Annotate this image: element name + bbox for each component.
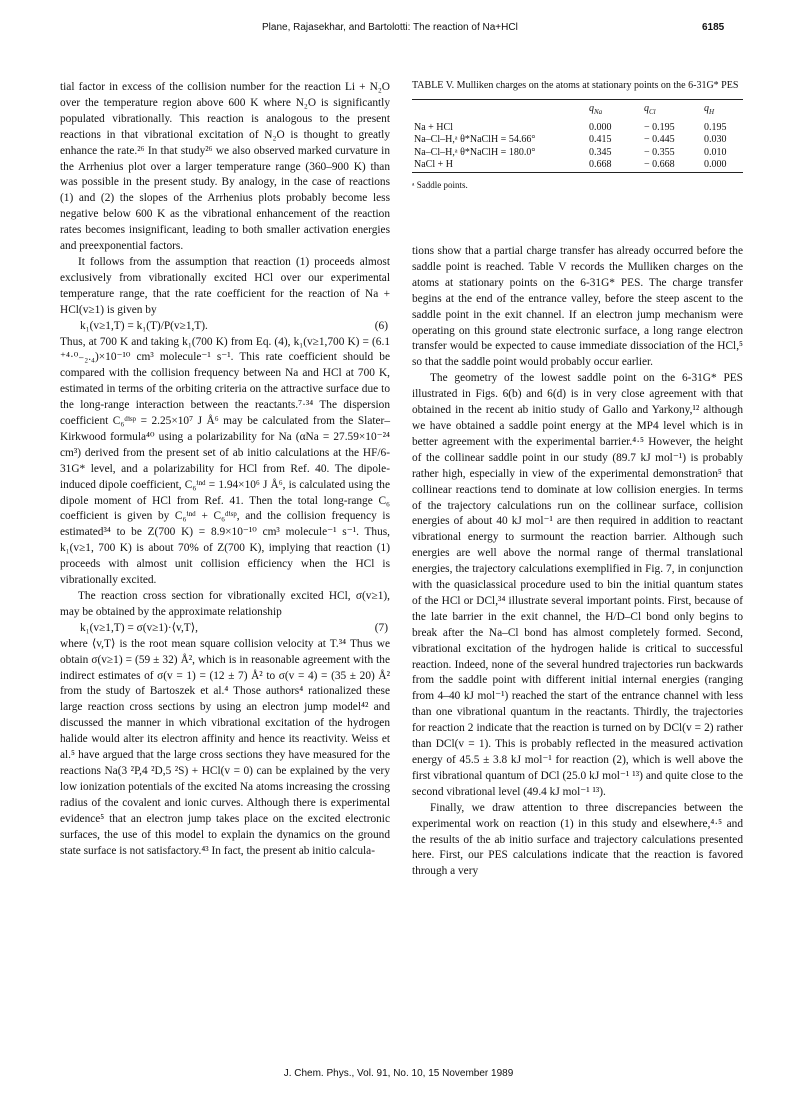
equation-text: k₁(v≥1,T) = σ(v≥1)·⟨v,T⟩, [80,621,198,634]
body-paragraph: tions show that a partial charge transfer has already occurred before the saddle point is reached. Table V records the Mulliken charges on the atoms at stationary points on the 6-31G* PES. The charge transfer begins at the end of the entrance valley, before the steep ascent to the saddle point in the exit channel. If an electron jump mechanism were operating on this ground state electronic surface, a long range electron transfer would be expected to cause immediate dissociation of the HCl,⁵ so that the saddle point would probably occur earlier. [412,245,743,369]
table-row [412,147,743,160]
table-cell: − 0.668 [644,159,675,171]
table-body [412,100,743,172]
table-cell: − 0.195 [644,121,675,133]
table-cell: 0.000 [704,159,727,171]
equation-number: (6) [374,319,388,332]
body-paragraph: Thus, at 700 K and taking k₁(700 K) from Eq. (4), k₁(v≥1,700 K) = (6.1 ⁺⁴·⁰₋₂.₄)×10⁻¹⁰ cm³ molecule⁻¹ s⁻¹. This rate coefficient should be compared with the collision frequency between Na and HCl at 700 K, estimated in terms of the orbiting criteria on the attractive surface due to the long-range interaction between the reactants.⁷·³⁴ The dispersion coefficient C₆ᵈⁱˢᵖ = 2.25×10⁷ J Å⁶ may be calculated from the Slater–Kirkwood formula⁴⁰ using a polarizability for Na (αNa = 27.59×10⁻²⁴ cm³) derived from the present set of ab initio calculations at the HF/6-31G* level, and a polarizability for HCl from Ref. 40. The dipole-induced dipole coefficient, C₆ⁱⁿᵈ = 1.94×10⁶ J Å⁶, is calculated using the dipole moment of HCl from Ref. 41. Then the total long-range C₆ coefficient is given by C₆ⁱⁿᵈ + C₆ᵈⁱˢᵖ, and the collision frequency is estimated³⁴ to be Z(700 K) = 8.9×10⁻¹⁰ cm³ molecule⁻¹ s⁻¹. Thus, k₁(v≥1, 700 K) is about 70% of Z(700 K), implying that reaction (1) proceeds with almost unit collision efficiency when the HCl is vibrationally excited. [60,335,390,587]
table-cell: 0.010 [704,146,727,158]
table-bottom-rule [412,172,743,173]
table-cell: Na + HCl [414,121,453,133]
running-header [0,22,797,38]
left-column [60,80,390,859]
journal-citation: J. Chem. Phys., Vol. 91, No. 10, 15 November 1989 [283,1068,514,1079]
table-row [412,122,743,135]
body-paragraph: The geometry of the lowest saddle point on the 6-31G* PES illustrated in Figs. 6(b) and 6(d) is in very close agreement with that obtained in the recent ab initio study of Gallo and Yarkony,¹² although we have obtained a saddle point energy at the MP4 level which is in better agreement with the experimental barrier.⁴·⁵ However, the height of the collinear saddle point in our study (89.7 kJ mol⁻¹) is probably rather high, especially in view of the experimental demonstration⁵ that collinear reactions tend to dominate at low collision energies. In terms of the trajectory calculations run on the collinear surface, collision energies of about 40 kJ mol⁻¹ are then required in addition to reactant vibrational energy to surmount the reaction barrier. Although such energies are well above the normal range of thermal translational energies, the trajectory calculations exemplified in Fig. 7, in conjunction with the quasiclassical procedure used to bin the initial quantum states of the HCl or DCl,³⁴ illustrate several important points. First, because of the late barrier in the exit channel, the H/D–Cl bond only begins to break after the Na–Cl bond has almost completely formed. Second, vibrational excitation of the hydrogen halide is critical to successful reaction. Indeed, none of the several hundred trajectories run backwards from the saddle point with different initial internal energies (ranging from 4–40 kJ mol⁻¹) reached the start of the entrance channel with less than one vibrational quantum in the reactants. Thirdly, the trajectories for reaction 2 indicate that the reaction is turned on by DCl(v = 2) rather than DCl(v = 1). This is probably reflected in the measured activation energy of 45.5 ± 3.8 kJ mol⁻¹ for reaction (2), which is well above the first vibrational quantum of DCl (25.0 kJ mol⁻¹ ¹³) and quite close to the second vibrational level (49.4 kJ mol⁻¹ ¹³). [412,372,743,798]
body-paragraph: It follows from the assumption that reaction (1) proceeds almost exclusively from vibrationally excited HCl over our experimental temperature range, that the rate coefficient for the reaction of Na + HCl(v≥1) is given by [60,255,390,316]
table-cell: Na–Cl–H,ᵃ θ*NaClH = 54.66° [414,134,536,146]
table-caption [412,80,743,93]
equation-text: k₁(v≥1,T) = k₁(T)/P(v≥1,T). [80,319,208,332]
table-cell: NaCl + H [414,159,453,171]
equation [60,621,390,637]
table-cell: Na–Cl–H,ᵃ θ*NaClH = 180.0° [414,146,536,158]
page-number: 6185 [702,22,725,33]
table-row [412,159,743,172]
table-header-cell [412,100,589,122]
table-header-cell: $q_H$ [704,103,715,116]
body-paragraph: where ⟨v,T⟩ is the root mean square collision velocity at T.³⁴ Thus we obtain σ(v≥1) = (59 ± 32) Å², which is in reasonable agreement with the indirect estimates of σ(v = 1) = (12 ± 7) Å² to σ(v = 4) = (35 ± 20) Å² from the study of Bartoszek et al.⁴ Those authors⁴ rationalized these large reaction cross sections by using an electron jump model⁴² and discussed the manner in which vibrational excitation of the hydrogen halide would alter its electron affinity and hence its reactivity. Weiss et al.⁵ have argued that the large cross sections they have measured for the reactions Na(3 ²P,4 ²D,5 ²S) + HCl(v = 0) can be explained by the very low ionization potentials of the excited Na atoms increasing the crossing radius of the covalent and ionic curves. Although there is experimental evidence⁵ that an electron jump takes place on the excited electronic surfaces, the use of this model to explain the dynamics on the ground state surface is not satisfactory.⁴³ In fact, the present ab initio calcula- [60,637,390,857]
table-header-cell: $q_{Cl}$ [644,103,656,116]
body-paragraph: tial factor in excess of the collision number for the reaction Li + N₂O over the temperature region above 600 K where N₂O is significantly populated vibrationally. This reaction is analogous to the present reactions in that vibrational excitation of N₂O is thought to greatly enhance the rate.²⁶ In that study²⁶ we also observed marked curvature in the Arrhenius plot over a larger temperature range (360–900 K) than was possible in the present study. By analogy, in the case of reactions (1) and (2) the slopes of the Arrhenius plots probably become less negative below 600 K as the vibrational enhancement of the reaction rates becomes insignificant, leading to both smaller activation energies and preexponential factors. [60,81,390,253]
table-header-row [412,100,743,122]
table-caption-text: Mulliken charges on the atoms at stationary points on the 6-31G* PES [456,80,739,91]
table-cell: 0.000 [589,121,612,133]
equation [60,319,390,335]
table-v [412,80,743,191]
equation-number: (7) [374,621,388,634]
body-paragraph: Finally, we draw attention to three discrepancies between the experimental work on reaction (1) in this study and elsewhere,⁴·⁵ and the results of the ab initio surface and trajectory calculations presented here. First, our PES calculations indicate that the reaction is favored through a very [412,801,743,878]
table-header-cell: $q_{Na}$ [589,103,603,116]
table-cell: − 0.445 [644,134,675,146]
table-row [412,134,743,147]
running-title: Plane, Rajasekhar, and Bartolotti: The reaction of Na+HCl [262,22,518,33]
table-cell: 0.030 [704,134,727,146]
table-cell: 0.345 [589,146,612,158]
right-column [412,244,743,880]
table-footnote: ᵃ Saddle points. [412,179,468,190]
body-paragraph: The reaction cross section for vibrationally excited HCl, σ(v≥1), may be obtained by the approximate relationship [60,590,390,618]
table-cell: − 0.355 [644,146,675,158]
table-caption-label: TABLE V. [412,80,455,91]
table-cell: 0.415 [589,134,612,146]
table-cell: 0.668 [589,159,612,171]
table-cell: 0.195 [704,121,727,133]
